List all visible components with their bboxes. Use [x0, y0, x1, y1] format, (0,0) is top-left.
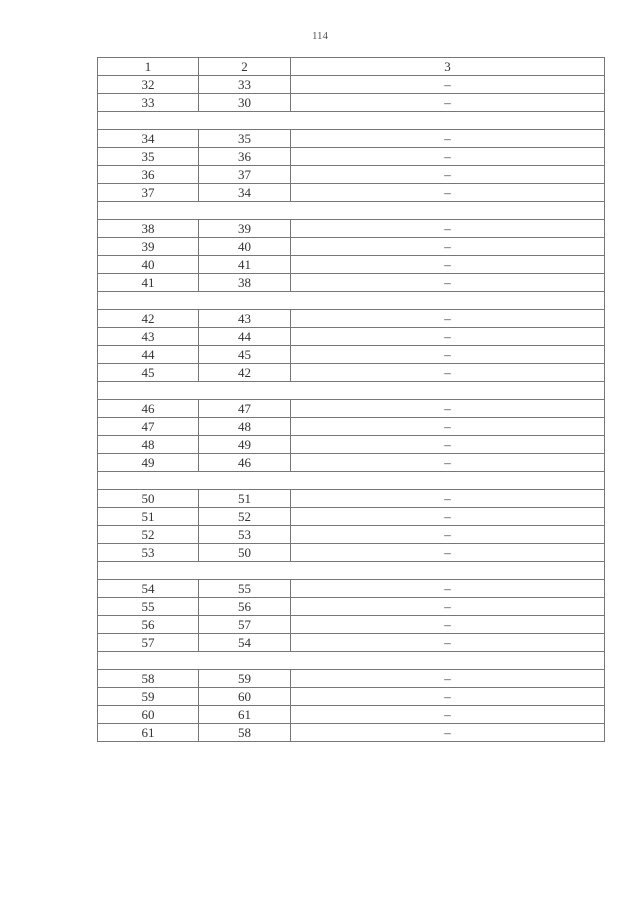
table-cell: 52	[199, 508, 291, 526]
table-row	[98, 418, 605, 436]
table-cell: 44	[199, 328, 291, 346]
table-cell: 48	[98, 436, 199, 454]
table-cell: 49	[98, 454, 199, 472]
table-cell: 33	[98, 94, 199, 112]
dash-cell: –	[291, 418, 605, 436]
group-separator-row	[98, 112, 605, 130]
table-row	[98, 328, 605, 346]
table-cell: 52	[98, 526, 199, 544]
table-cell: 35	[199, 130, 291, 148]
table-cell: 61	[199, 706, 291, 724]
dash-cell: –	[291, 184, 605, 202]
table-header-row	[98, 58, 605, 76]
table-row	[98, 346, 605, 364]
dash-cell: –	[291, 238, 605, 256]
table-cell: 37	[199, 166, 291, 184]
table-row	[98, 274, 605, 292]
table-cell: 51	[98, 508, 199, 526]
table-cell: 57	[199, 616, 291, 634]
dash-cell: –	[291, 616, 605, 634]
table-cell: 38	[199, 274, 291, 292]
table-cell: 50	[98, 490, 199, 508]
table-cell: 47	[98, 418, 199, 436]
table-cell: 39	[199, 220, 291, 238]
separator-cell	[98, 112, 605, 130]
separator-cell	[98, 292, 605, 310]
table-cell: 53	[98, 544, 199, 562]
table-row	[98, 598, 605, 616]
dash-cell: –	[291, 598, 605, 616]
table-cell: 30	[199, 94, 291, 112]
table-cell: 46	[98, 400, 199, 418]
group-separator-row	[98, 292, 605, 310]
header-cell: 3	[291, 58, 605, 76]
dash-cell: –	[291, 490, 605, 508]
separator-cell	[98, 202, 605, 220]
separator-cell	[98, 562, 605, 580]
dash-cell: –	[291, 580, 605, 598]
table-cell: 39	[98, 238, 199, 256]
dash-cell: –	[291, 526, 605, 544]
table-cell: 50	[199, 544, 291, 562]
table-cell: 42	[199, 364, 291, 382]
table-row	[98, 724, 605, 742]
table-row	[98, 454, 605, 472]
table-cell: 44	[98, 346, 199, 364]
table-cell: 32	[98, 76, 199, 94]
dash-cell: –	[291, 94, 605, 112]
table-cell: 38	[98, 220, 199, 238]
table-cell: 41	[199, 256, 291, 274]
table-cell: 40	[98, 256, 199, 274]
dash-cell: –	[291, 436, 605, 454]
dash-cell: –	[291, 310, 605, 328]
dash-cell: –	[291, 400, 605, 418]
table-row	[98, 310, 605, 328]
dash-cell: –	[291, 274, 605, 292]
table-cell: 48	[199, 418, 291, 436]
table-cell: 36	[199, 148, 291, 166]
group-separator-row	[98, 652, 605, 670]
table-row	[98, 220, 605, 238]
dash-cell: –	[291, 346, 605, 364]
table-row	[98, 94, 605, 112]
table-cell: 59	[98, 688, 199, 706]
table-cell: 53	[199, 526, 291, 544]
dash-cell: –	[291, 544, 605, 562]
table-cell: 34	[98, 130, 199, 148]
table-row	[98, 526, 605, 544]
table-cell: 42	[98, 310, 199, 328]
table-cell: 45	[98, 364, 199, 382]
group-separator-row	[98, 472, 605, 490]
table-row	[98, 148, 605, 166]
table-row	[98, 508, 605, 526]
header-cell: 1	[98, 58, 199, 76]
dash-cell: –	[291, 724, 605, 742]
table-cell: 36	[98, 166, 199, 184]
table-row	[98, 490, 605, 508]
table-cell: 60	[98, 706, 199, 724]
table-cell: 46	[199, 454, 291, 472]
table-row	[98, 580, 605, 598]
table-cell: 34	[199, 184, 291, 202]
dash-cell: –	[291, 220, 605, 238]
dash-cell: –	[291, 256, 605, 274]
dash-cell: –	[291, 454, 605, 472]
separator-cell	[98, 472, 605, 490]
group-separator-row	[98, 562, 605, 580]
dash-cell: –	[291, 706, 605, 724]
table-cell: 43	[199, 310, 291, 328]
dash-cell: –	[291, 148, 605, 166]
table-cell: 45	[199, 346, 291, 364]
dash-cell: –	[291, 634, 605, 652]
table-row	[98, 688, 605, 706]
dash-cell: –	[291, 508, 605, 526]
table-cell: 55	[98, 598, 199, 616]
table-cell: 58	[98, 670, 199, 688]
table-cell: 55	[199, 580, 291, 598]
group-separator-row	[98, 202, 605, 220]
table-cell: 37	[98, 184, 199, 202]
table-row	[98, 544, 605, 562]
separator-cell	[98, 652, 605, 670]
table-row	[98, 364, 605, 382]
table-row	[98, 76, 605, 94]
table-cell: 35	[98, 148, 199, 166]
table-cell: 49	[199, 436, 291, 454]
dash-cell: –	[291, 670, 605, 688]
table-cell: 60	[199, 688, 291, 706]
table-row	[98, 130, 605, 148]
dash-cell: –	[291, 166, 605, 184]
table-row	[98, 706, 605, 724]
table-row	[98, 400, 605, 418]
dash-cell: –	[291, 364, 605, 382]
table-row	[98, 634, 605, 652]
table-cell: 51	[199, 490, 291, 508]
table-cell: 58	[199, 724, 291, 742]
table-cell: 61	[98, 724, 199, 742]
table-cell: 40	[199, 238, 291, 256]
table-row	[98, 436, 605, 454]
table-cell: 57	[98, 634, 199, 652]
table-cell: 41	[98, 274, 199, 292]
dash-cell: –	[291, 76, 605, 94]
table-cell: 56	[98, 616, 199, 634]
table-row	[98, 166, 605, 184]
header-cell: 2	[199, 58, 291, 76]
table-cell: 54	[98, 580, 199, 598]
table-row	[98, 184, 605, 202]
table-cell: 33	[199, 76, 291, 94]
table-row	[98, 256, 605, 274]
table-body	[98, 58, 605, 742]
data-table	[97, 57, 605, 742]
table-cell: 47	[199, 400, 291, 418]
table-cell: 56	[199, 598, 291, 616]
table-cell: 54	[199, 634, 291, 652]
page-number: 114	[311, 30, 329, 42]
separator-cell	[98, 382, 605, 400]
group-separator-row	[98, 382, 605, 400]
table-cell: 43	[98, 328, 199, 346]
table-row	[98, 238, 605, 256]
dash-cell: –	[291, 130, 605, 148]
table-row	[98, 616, 605, 634]
dash-cell: –	[291, 688, 605, 706]
dash-cell: –	[291, 328, 605, 346]
table-row	[98, 670, 605, 688]
table-cell: 59	[199, 670, 291, 688]
